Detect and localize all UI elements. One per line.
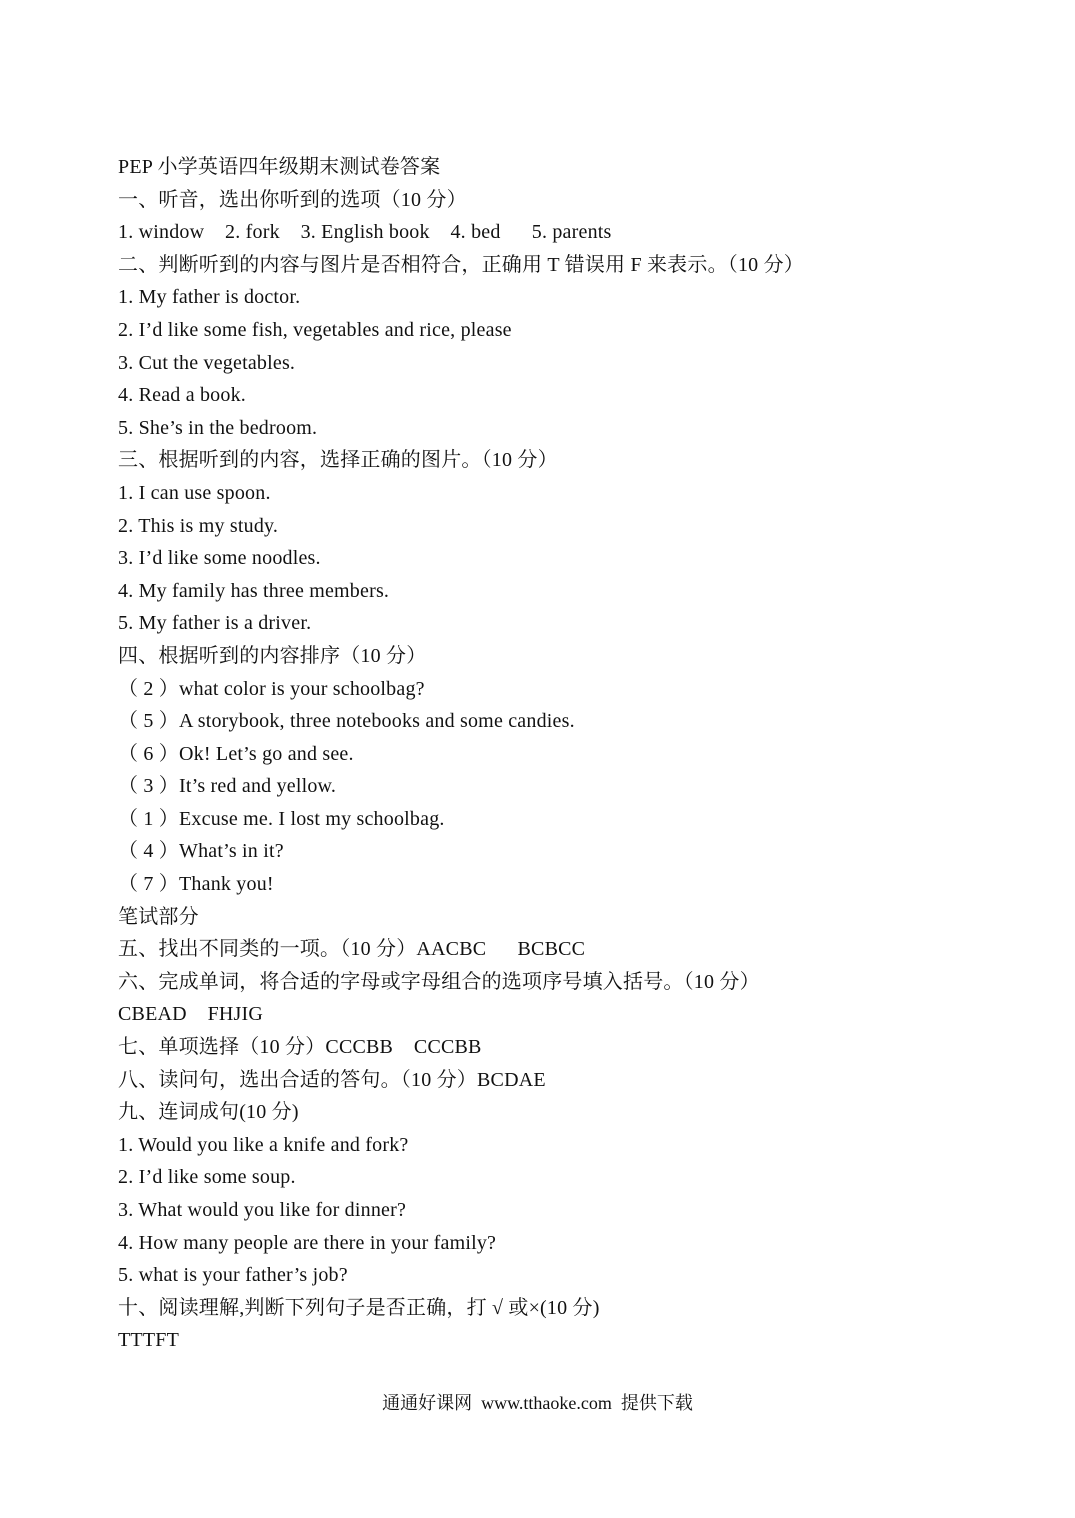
section-10-answer: TTTFT (118, 1329, 179, 1352)
section-1-heading: 一、听音，选出你听到的选项（10 分） (118, 188, 467, 211)
section-3-item: 4. My family has three members. (118, 579, 390, 602)
section-9-item: 3. What would you like for dinner? (118, 1199, 407, 1221)
section-6-heading: 六、完成单词，将合适的字母或字母组合的选项序号填入括号。（10 分） (118, 970, 760, 993)
section-8-answer: 八、读问句，选出合适的答句。（10 分）BCDAE (118, 1068, 546, 1091)
section-2-item: 4. Read a book. (118, 384, 246, 407)
section-9-heading: 九、连词成句(10 分) (118, 1101, 299, 1124)
section-3-heading: 三、根据听到的内容，选择正确的图片。（10 分） (118, 449, 558, 472)
section-4-heading: 四、根据听到的内容排序（10 分） (118, 644, 427, 667)
section-2-item: 1. My father is doctor. (118, 286, 301, 309)
section-2-heading: 二、判断听到的内容与图片是否相符合，正确用 T 错误用 F 来表示。（10 分） (118, 253, 804, 276)
section-9-item: 2. I’d like some soup. (118, 1166, 296, 1189)
section-6-answer: CBEAD FHJIG (118, 1003, 264, 1026)
section-4-item: （ 4 ）What’s in it? (118, 840, 284, 863)
written-part-heading: 笔试部分 (118, 905, 199, 928)
section-3-item: 1. I can use spoon. (118, 481, 271, 504)
download-footer: 通通好课网 www.tthaoke.com 提供下载 (382, 1393, 693, 1413)
section-3-item: 5. My father is a driver. (118, 612, 312, 635)
section-9-item: 5. what is your father’s job? (118, 1264, 348, 1287)
section-2-item: 5. She’s in the bedroom. (118, 416, 318, 439)
section-2-item: 3. Cut the vegetables. (118, 351, 296, 374)
section-7-answer: 七、单项选择（10 分）CCCBB CCCBB (118, 1036, 482, 1059)
section-4-item: （ 3 ）It’s red and yellow. (118, 775, 337, 798)
section-9-item: 1. Would you like a knife and fork? (118, 1133, 409, 1156)
section-4-item: （ 5 ）A storybook, three notebooks and some candies. (118, 710, 575, 733)
answer-sheet (118, 151, 1018, 1357)
section-3-item: 2. This is my study. (118, 514, 279, 537)
page-title: PEP 小学英语四年级期末测试卷答案 (118, 156, 441, 178)
section-5-answer: 五、找出不同类的一项。（10 分）AACBC BCBCC (118, 938, 586, 961)
section-4-item: （ 6 ）Ok! Let’s go and see. (118, 742, 354, 765)
section-4-item: （ 7 ）Thank you! (118, 873, 274, 896)
section-1-answers: 1. window 2. fork 3. English book 4. bed 5. parents (118, 221, 612, 244)
section-4-item: （ 2 ）what color is your schoolbag? (118, 677, 425, 700)
section-9-item: 4. How many people are there in your family? (118, 1231, 497, 1254)
section-10-heading: 十、阅读理解,判断下列句子是否正确，打 √ 或×(10 分) (118, 1296, 600, 1319)
section-2-item: 2. I’d like some fish, vegetables and rice, please (118, 318, 512, 341)
section-4-item: （ 1 ）Excuse me. I lost my schoolbag. (118, 807, 445, 830)
section-3-item: 3. I’d like some noodles. (118, 547, 321, 570)
